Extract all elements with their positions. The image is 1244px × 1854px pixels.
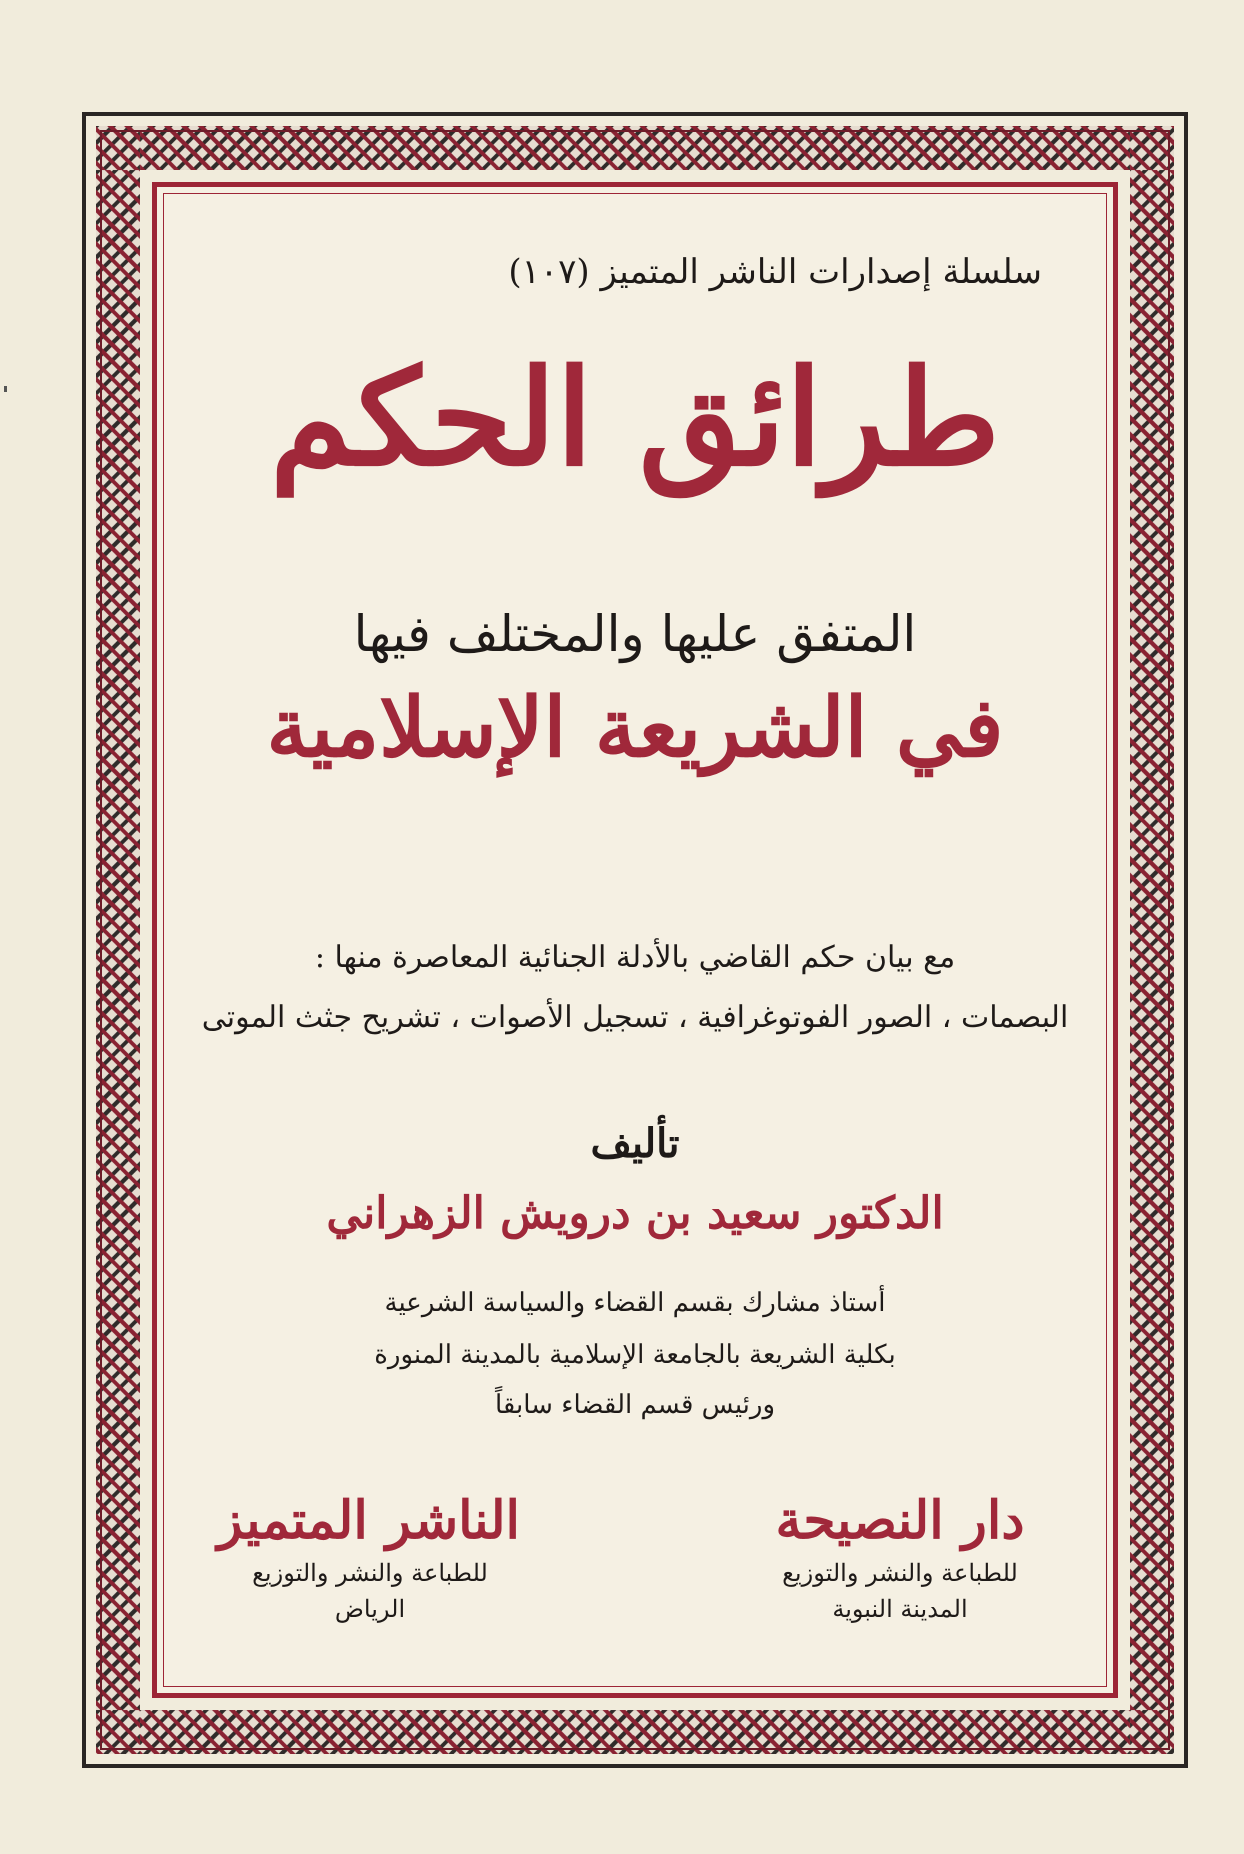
- authored-label: تأليف: [590, 1120, 680, 1167]
- publisher-tagline: للطباعة والنشر والتوزيع: [782, 1559, 1018, 1587]
- publisher-name: دار النصيحة: [775, 1490, 1025, 1551]
- publisher-name: الناشر المتميز: [217, 1490, 520, 1551]
- stray-mark: [4, 386, 7, 392]
- author-name: الدكتور سعيد بن درويش الزهراني: [326, 1188, 944, 1239]
- publisher-city: الرياض: [334, 1595, 406, 1623]
- publisher-tagline: للطباعة والنشر والتوزيع: [252, 1559, 488, 1587]
- book-title: طرائق الحكم: [269, 341, 1001, 496]
- publisher-dar-alnasiha: [750, 1490, 1050, 1623]
- book-subtitle: المتفق عليها والمختلف فيها: [353, 605, 917, 663]
- publisher-city: المدينة النبوية: [832, 1595, 968, 1623]
- publisher-alnashir-almutamayyiz: [217, 1490, 520, 1623]
- description-line-1: مع بيان حكم القاضي بالأدلة الجنائية المعاصرة منها :: [314, 940, 956, 975]
- author-affiliation-line-1: أستاذ مشارك بقسم القضاء والسياسة الشرعية: [384, 1288, 886, 1318]
- book-subtitle-secondary: في الشريعة الإسلامية: [266, 680, 1004, 776]
- author-affiliation-line-3: ورئيس قسم القضاء سابقاً: [494, 1390, 776, 1420]
- description-line-2: البصمات ، الصور الفوتوغرافية ، تسجيل الأصوات ، تشريح جثث الموتى: [201, 1000, 1069, 1035]
- cover-content: [180, 210, 1090, 1670]
- series-line: سلسلة إصدارات الناشر المتميز (١٠٧): [508, 252, 1042, 292]
- author-affiliation-line-2: بكلية الشريعة بالجامعة الإسلامية بالمدينة المنورة: [374, 1340, 896, 1370]
